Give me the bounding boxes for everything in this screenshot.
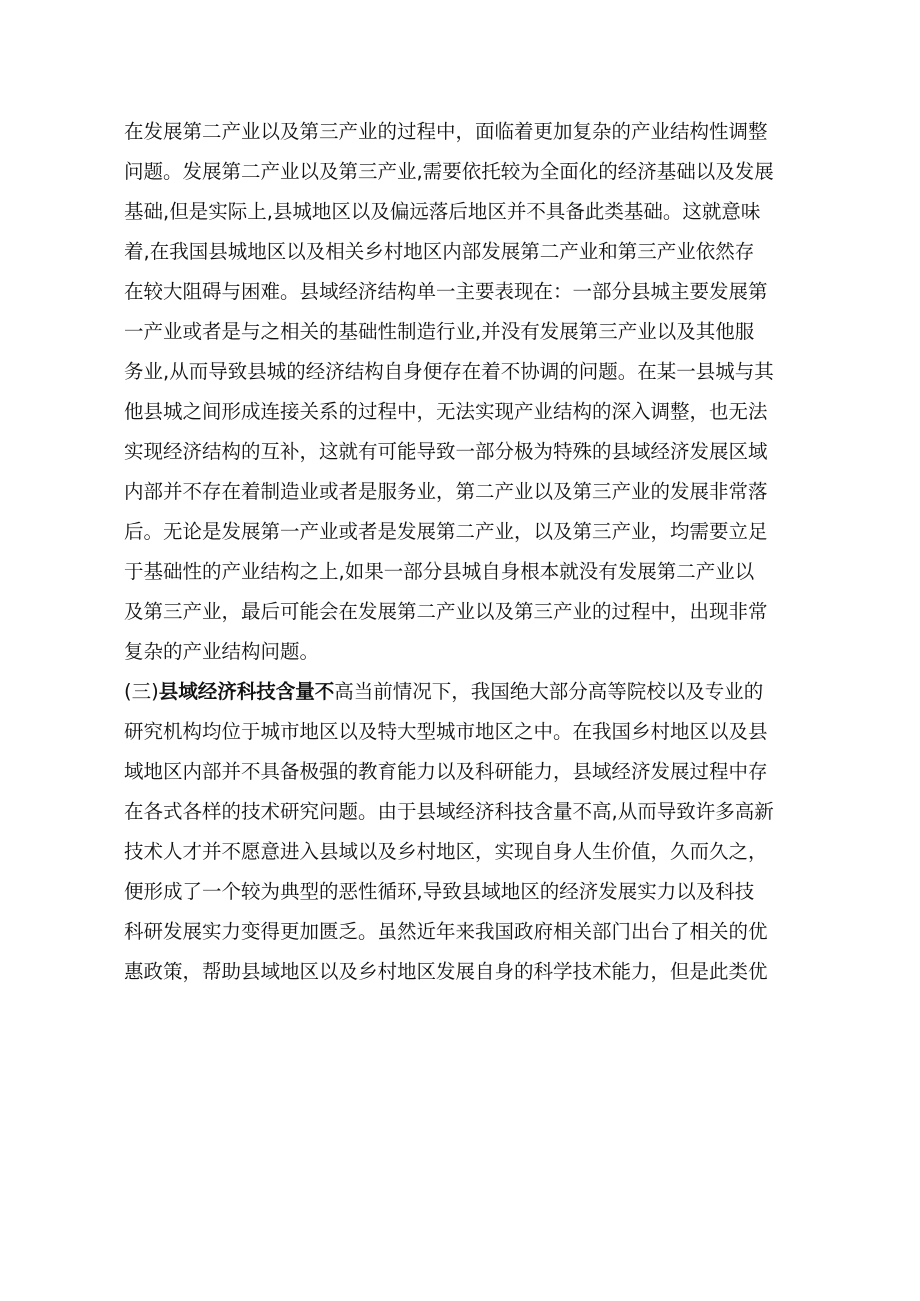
- text-line: 他县城之间形成连接关系的过程中，无法实现产业结构的深入调整，也无法: [124, 400, 768, 423]
- text-line: 在各式各样的技术研究问题。由于县域经济科技含量不高,从而导致许多高新: [124, 800, 774, 823]
- text-line: 在发展第二产业以及第三产业的过程中，面临着更加复杂的产业结构性调整: [124, 120, 768, 143]
- paragraph-industry-structure: [124, 112, 804, 672]
- text-line: 着,在我国县城地区以及相关乡村地区内部发展第二产业和第三产业依然存: [124, 240, 755, 263]
- text-line: 复杂的产业结构问题。: [124, 640, 320, 663]
- text-line: 惠政策，帮助县域地区以及乡村地区发展自身的科学技术能力，但是此类优: [124, 960, 768, 983]
- text-line: 研究机构均位于城市地区以及特大型城市地区之中。在我国乡村地区以及县: [124, 720, 768, 743]
- body-text: [124, 112, 804, 992]
- text-line: 在较大阻碍与困难。县域经济结构单一主要表现在：一部分县城主要发展第: [124, 280, 768, 303]
- section-marker: (三): [124, 680, 159, 703]
- section-tech-content: [124, 672, 804, 992]
- section-heading-line: [124, 672, 804, 712]
- text-line: 一产业或者是与之相关的基础性制造行业,并没有发展第三产业以及其他服: [124, 320, 755, 343]
- text-line: 技术人才并不愿意进入县域以及乡村地区，实现自身人生价值，久而久之，: [124, 840, 768, 863]
- section-heading: 县域经济科技含量不: [158, 680, 335, 703]
- text-line: 域地区内部并不具备极强的教育能力以及科研能力，县域经济发展过程中存: [124, 760, 768, 783]
- section-first-line-text: 高当前情况下，我国绝大部分高等院校以及专业的: [334, 680, 764, 703]
- text-line: 内部并不存在着制造业或者是服务业，第二产业以及第三产业的发展非常落: [124, 480, 768, 503]
- text-line: 基础,但是实际上,县城地区以及偏远落后地区并不具备此类基础。这就意味: [124, 200, 761, 223]
- text-line: 便形成了一个较为典型的恶性循环,导致县域地区的经济发展实力以及科技: [124, 880, 755, 903]
- text-line: 及第三产业，最后可能会在发展第二产业以及第三产业的过程中，出现非常: [124, 600, 768, 623]
- text-line: 问题。发展第二产业以及第三产业,需要依托较为全面化的经济基础以及发展: [124, 160, 774, 183]
- text-line: 务业,从而导致县城的经济结构自身便存在着不协调的问题。在某一县城与其: [124, 360, 774, 383]
- text-line: 后。无论是发展第一产业或者是发展第二产业，以及第三产业，均需要立足: [124, 520, 768, 543]
- text-line: 实现经济结构的互补，这就有可能导致一部分极为特殊的县域经济发展区域: [124, 440, 768, 463]
- text-line: 科研发展实力变得更加匮乏。虽然近年来我国政府相关部门出台了相关的优: [124, 920, 768, 943]
- text-line: 于基础性的产业结构之上,如果一部分县城自身根本就没有发展第二产业以: [124, 560, 755, 583]
